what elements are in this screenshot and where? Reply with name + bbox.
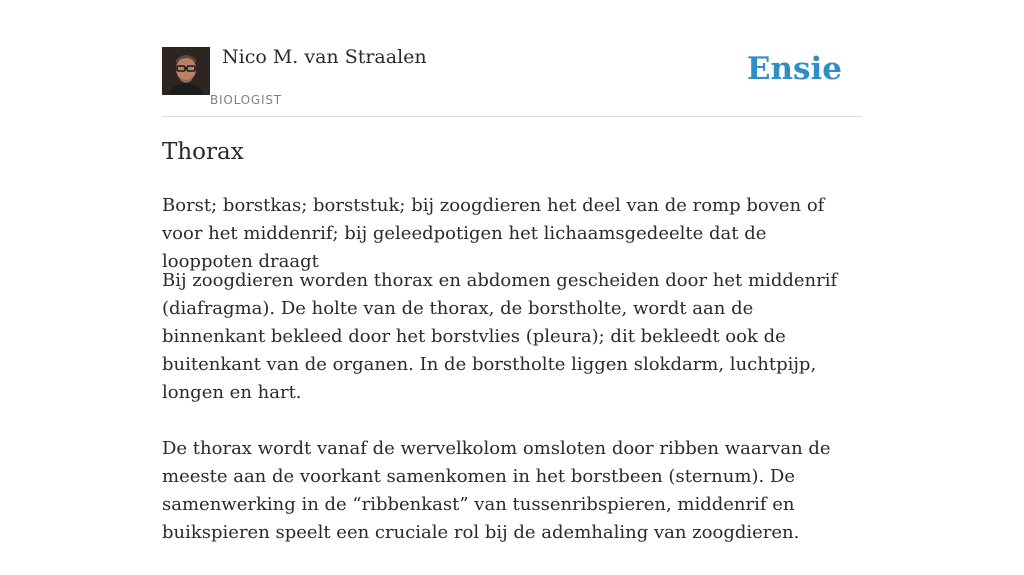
article-header xyxy=(162,44,862,117)
author-avatar[interactable] xyxy=(162,47,210,95)
author-portrait-image xyxy=(162,47,210,95)
author-role: BIOLOGIST xyxy=(210,93,282,107)
author-name[interactable]: Nico M. van Straalen xyxy=(222,46,427,68)
article-body xyxy=(162,267,862,575)
brand-logo[interactable]: Ensie xyxy=(746,51,842,87)
article-paragraph: Bij zoogdieren worden thorax en abdomen gescheiden door het middenrif (diafragma). De holte van de thorax, de borstholte, wordt aan de binnenkant bekleed door het borstvlies (pleura); dit bekleedt ook de buitenkant van de organen. In de borstholte liggen slokdarm, luchtpijp, longen en hart. xyxy=(162,270,838,403)
article-paragraph: De thorax wordt vanaf de wervelkolom omsloten door ribben waarvan de meeste aan de voorkant samenkomen in het borstbeen (sternum). De samenwerking in de “ribbenkast” van tussenribspieren, middenrif en buikspieren speelt een cruciale rol bij de ademhaling van zoogdieren. xyxy=(162,438,831,543)
article-summary: Borst; borstkas; borststuk; bij zoogdieren het deel van de romp boven of voor het middenrif; bij geleedpotigen het lichaamsgedeelte dat de looppoten draagt xyxy=(162,195,825,272)
article-title: Thorax xyxy=(162,139,244,165)
